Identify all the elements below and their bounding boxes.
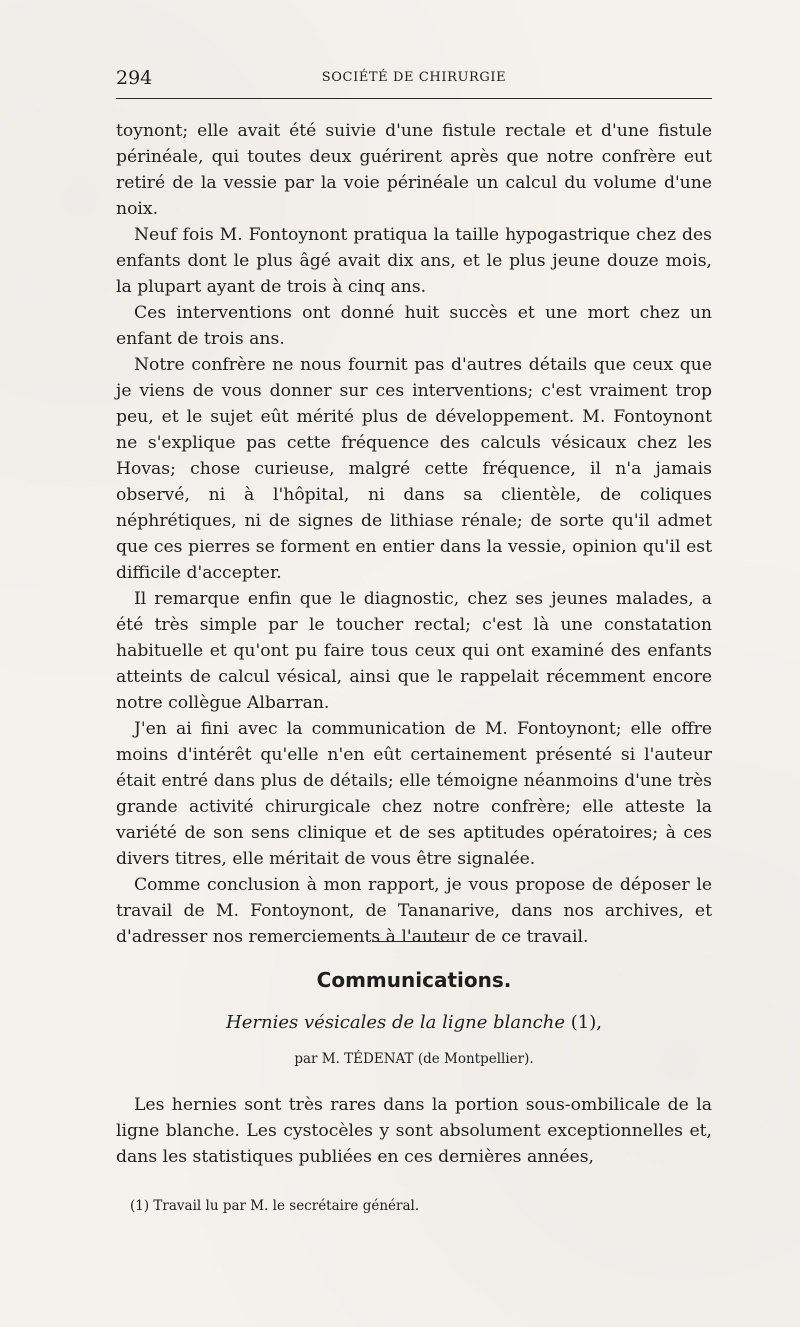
article-body bbox=[116, 1092, 712, 1170]
report-body bbox=[116, 118, 712, 950]
paragraph: Comme conclusion à mon rapport, je vous propose de déposer le travail de M. Fontoynont, de Tananarive, dans nos archives, et d'adresser nos remerciements à l'auteur de ce travail. bbox=[116, 875, 712, 947]
section-heading: Communications. bbox=[316, 968, 512, 992]
paragraph: Il remarque enfin que le diagnostic, chez ses jeunes malades, a été très simple par le toucher rectal; c'est là une constatation habituelle et qu'ont pu faire tous ceux qui ont examiné des enfants atteints de calcul vésical, ainsi que le rappelait récemment encore notre collègue Albarran. bbox=[116, 589, 712, 713]
article-byline: par M. TÉDENAT (de Montpellier). bbox=[294, 1051, 534, 1067]
paragraph: Notre confrère ne nous fournit pas d'autres détails que ceux que je viens de vous donner sur ces interventions; c'est vraiment trop peu, et le sujet eût mérité plus de développement. M. Fontoynont ne s'explique pas cette fréquence des calculs vésicaux chez les Hovas; chose curieuse, malgré cette fréquence, il n'a jamais observé, ni à l'hôpital, ni dans sa clientèle, de coliques néphrétiques, ni de signes de lithiase rénale; de sorte qu'il admet que ces pierres se forment en entier dans la vessie, opinion qu'il est difficile d'accepter. bbox=[116, 355, 712, 583]
footnote-reference: (1), bbox=[565, 1012, 602, 1033]
paragraph: Ces interventions ont donné huit succès et une mort chez un enfant de trois ans. bbox=[116, 303, 712, 349]
page-header bbox=[116, 66, 712, 99]
paragraph: Les hernies sont très rares dans la portion sous-ombilicale de la ligne blanche. Les cystocèles y sont absolument exceptionnelles et, dans les statistiques publiées en ces dernières années, bbox=[116, 1095, 712, 1167]
footnote: (1) Travail lu par M. le secrétaire général. bbox=[130, 1198, 420, 1214]
article-title-text: Hernies vésicales de la ligne blanche bbox=[226, 1012, 565, 1033]
paragraph: J'en ai fini avec la communication de M. Fontoynont; elle offre moins d'intérêt qu'elle n'en eût certainement présenté si l'auteur était entré dans plus de détails; elle témoigne néanmoins d'une très grande activité chirurgicale chez notre confrère; elle atteste la variété de son sens clinique et de ses aptitudes opératoires; à ces divers titres, elle méritait de vous être signalée. bbox=[116, 719, 712, 869]
page-number: 294 bbox=[116, 67, 153, 89]
section-separator bbox=[372, 941, 454, 942]
running-title: SOCIÉTÉ DE CHIRURGIE bbox=[321, 70, 507, 85]
paragraph: Neuf fois M. Fontoynont pratiqua la taille hypogastrique chez des enfants dont le plus âgé avait dix ans, et le plus jeune douze mois, la plupart ayant de trois à cinq ans. bbox=[116, 225, 712, 297]
article-title bbox=[116, 1010, 712, 1036]
paragraph: toynont; elle avait été suivie d'une fistule rectale et d'une fistule périnéale, qui toutes deux guérirent après que notre confrère eut retiré de la vessie par la voie périnéale un calcul du volume d'une noix. bbox=[116, 121, 712, 219]
